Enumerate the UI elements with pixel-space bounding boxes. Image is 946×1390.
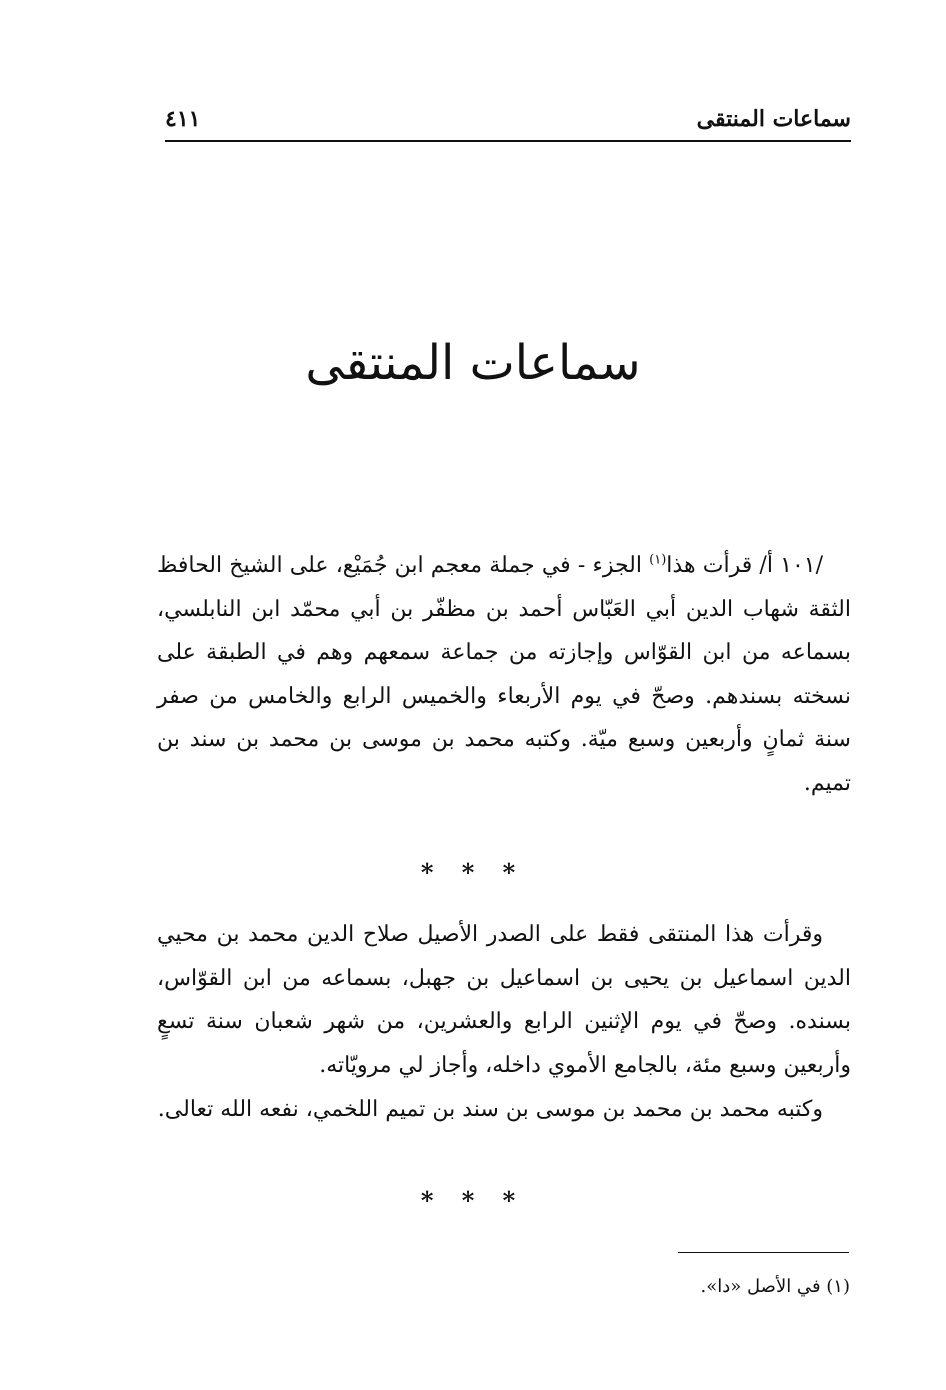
header-title: سماعات المنتقى	[696, 106, 851, 132]
asterisk-separator: * * *	[420, 858, 526, 887]
page-number: ٤١١	[165, 106, 201, 132]
paragraph-body: الجزء - في جملة معجم ابن جُمَيْع، على الشيخ الحافظ الثقة شهاب الدين أبي العَبّاس أحمد بن مظفّر بن أبي محمّد ابن النابلسي، بسماعه من ابن القوّاس وإجازته من جماعة سمعهم وهم في الطبقة على نسخته بسندهم. وصحّ في يوم الأربعاء والخميس الرابع والخامس من صفر سنة ثمانٍ وأربعين وسبع ميّة. وكتبه محمد بن موسى بن محمد بن سند بن تميم.	[157, 553, 851, 796]
main-title: سماعات المنتقى	[305, 335, 641, 391]
running-header	[165, 100, 851, 142]
footnote: (١) في الأصل «دا».	[700, 1276, 850, 1297]
paragraph-first-audition	[157, 544, 851, 805]
paragraph-text: وكتبه محمد بن محمد بن موسى بن سند بن تميم اللخمي، نفعه الله تعالى.	[157, 1097, 823, 1122]
footnote-divider	[678, 1252, 849, 1253]
paragraph-text: وقرأت هذا المنتقى فقط على الصدر الأصيل صلاح الدين محمد بن محيي الدين اسماعيل بن يحيى بن اسماعيل بن جهبل، بسماعه من ابن القوّاس، بسنده. وصحّ في يوم الإثنين الرابع والعشرين، من شهر شعبان سنة تسعٍ وأربعين وسبع مئة، بالجامع الأموي داخله، وأجاز لي مرويّاته.	[157, 922, 851, 1078]
footnote-reference: (١)	[649, 552, 667, 568]
paragraph-second-audition	[157, 913, 851, 1087]
paragraph-lead: /١٠١ أ/ قرأت هذا	[666, 553, 823, 578]
paragraph-signature	[157, 1088, 851, 1132]
asterisk-separator: * * *	[420, 1186, 526, 1215]
